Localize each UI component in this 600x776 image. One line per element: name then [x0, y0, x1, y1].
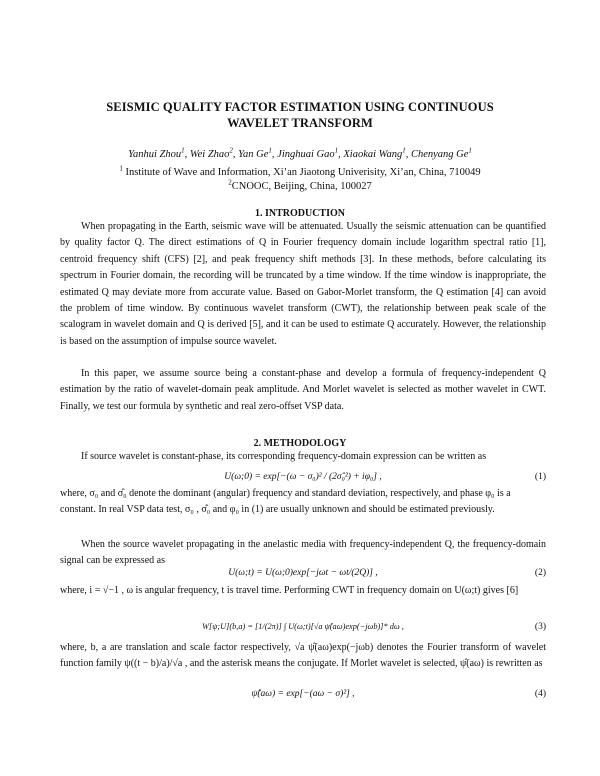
- paper-title: [60, 99, 540, 131]
- author: Xiaokai Wang$^1$: [343, 146, 406, 160]
- section-heading-introduction: 1. INTRODUCTION: [254, 208, 345, 219]
- author-list: Yanhui Zhou$^1$, Wei Zhao$^2$, Yan Ge$^1$, Jinghuai Gao$^1$, Xiaokai Wang$^1$, Chenyang Ge$^1$: [128, 146, 472, 160]
- author: Wei Zhao$^2$: [189, 146, 233, 160]
- equation-number: (4): [534, 689, 546, 699]
- method-paragraph-1: If source wavelet is constant-phase, its corresponding frequency-domain expression can be written as: [81, 451, 487, 462]
- title-line-1: SEISMIC QUALITY FACTOR ESTIMATION USING CONTINUOUS: [106, 100, 494, 114]
- author: Jinghuai Gao$^1$: [277, 146, 339, 160]
- method-paragraph-5: where, b, a are translation and scale factor respectively, √a ψ̂(aω)exp(−jωb) denotes the Fourier transform of wavelet function family ψ((t − b)/a)/√a , and the asterisk means the conjugate. If Morlet wavelet is selected, ψ̂(aω) is rewritten as: [60, 642, 546, 670]
- equation-body: U(ω;0) = exp[−(ω − σ₀)² / (2σ̂₀²) + iφ₀] ,: [224, 472, 382, 482]
- paragraph-line: where, σ₀ and σ̂₀ denote the dominant (angular) frequency and standard deviation, respectively, and phase φ₀ is a: [60, 488, 511, 499]
- paragraph-line: constant. In real VSP data test, σ₀ , σ̂₀ and φ₀ in (1) are usually unknown and should be estimated previously.: [60, 504, 495, 516]
- section-heading-methodology: 2. METHODOLOGY: [253, 438, 347, 449]
- method-paragraph-2: [60, 486, 546, 526]
- intro-paragraph-2: In this paper, we assume source being a constant-phase and develop a formula of frequency-independent Q estimation by the ratio of wavelet-domain peak amplitude. And Morlet wavelet is selected as mother wavelet in CWT. Finally, we test our formula by synthetic and real zero-offset VSP data.: [60, 368, 546, 412]
- affiliation-1: $^1$ Institute of Wave and Information, Xi’an Jiaotong Univerisity, Xi’an, China, 710049: [119, 164, 481, 178]
- equation-number: (1): [534, 472, 546, 482]
- author: Chenyang Ge$^1$: [410, 146, 472, 160]
- intro-paragraph-1: When propagating in the Earth, seismic wave will be attenuated. Usually the seismic attenuation can be quantified by quality factor Q. The direct estimations of Q in Fourier frequency domain include logarithm spectral ratio [1], centroid frequency shift (CFS) [2], and peak frequency shift methods [3]. In these methods, before calculating its spectrum in Fourier domain, the recording will be truncated by a time window. If the time window is inappropriate, the estimated Q may deviate more from accurate value. Based on Gabor-Morlet transform, the Q estimation [4] can avoid the problem of time window. By continuous wavelet transform (CWT), the relationship between peak scale of the scalogram in wavelet domain and Q is derived [5], and it can be used to estimate Q accurately. However, the relationship is based on the assumption of impulse source wavelet.: [60, 221, 546, 347]
- method-paragraph-3: When the source wavelet propagating in the anelastic media with frequency-independent Q, the frequency-domain signal can be expressed as: [60, 539, 546, 567]
- author: Yan Ge$^1$: [238, 146, 272, 160]
- author: Yanhui Zhou$^1$: [128, 146, 185, 160]
- equation-number: (2): [534, 568, 546, 578]
- equation-body: W[ψ;U](b,a) = [1/(2π)] ∫ U(ω;t)[√a ψ̂(aω)exp(−jωb)]* dω ,: [202, 622, 404, 631]
- equation-body: ψ̂(aω) = exp[−(aω − σ)²] ,: [251, 689, 355, 699]
- affiliation-2: $^2$CNOOC, Beijing, China, 100027: [228, 178, 372, 192]
- equation-body: U(ω;t) = U(ω;0)exp[−jωt − ωt/(2Q)] ,: [228, 568, 378, 578]
- method-paragraph-4: where, i = √−1 , ω is angular frequency, t is travel time. Performing CWT in frequency domain on U(ω;t) gives [6]: [60, 585, 519, 596]
- equation-number: (3): [534, 622, 546, 632]
- title-line-2: WAVELET TRANSFORM: [227, 116, 373, 130]
